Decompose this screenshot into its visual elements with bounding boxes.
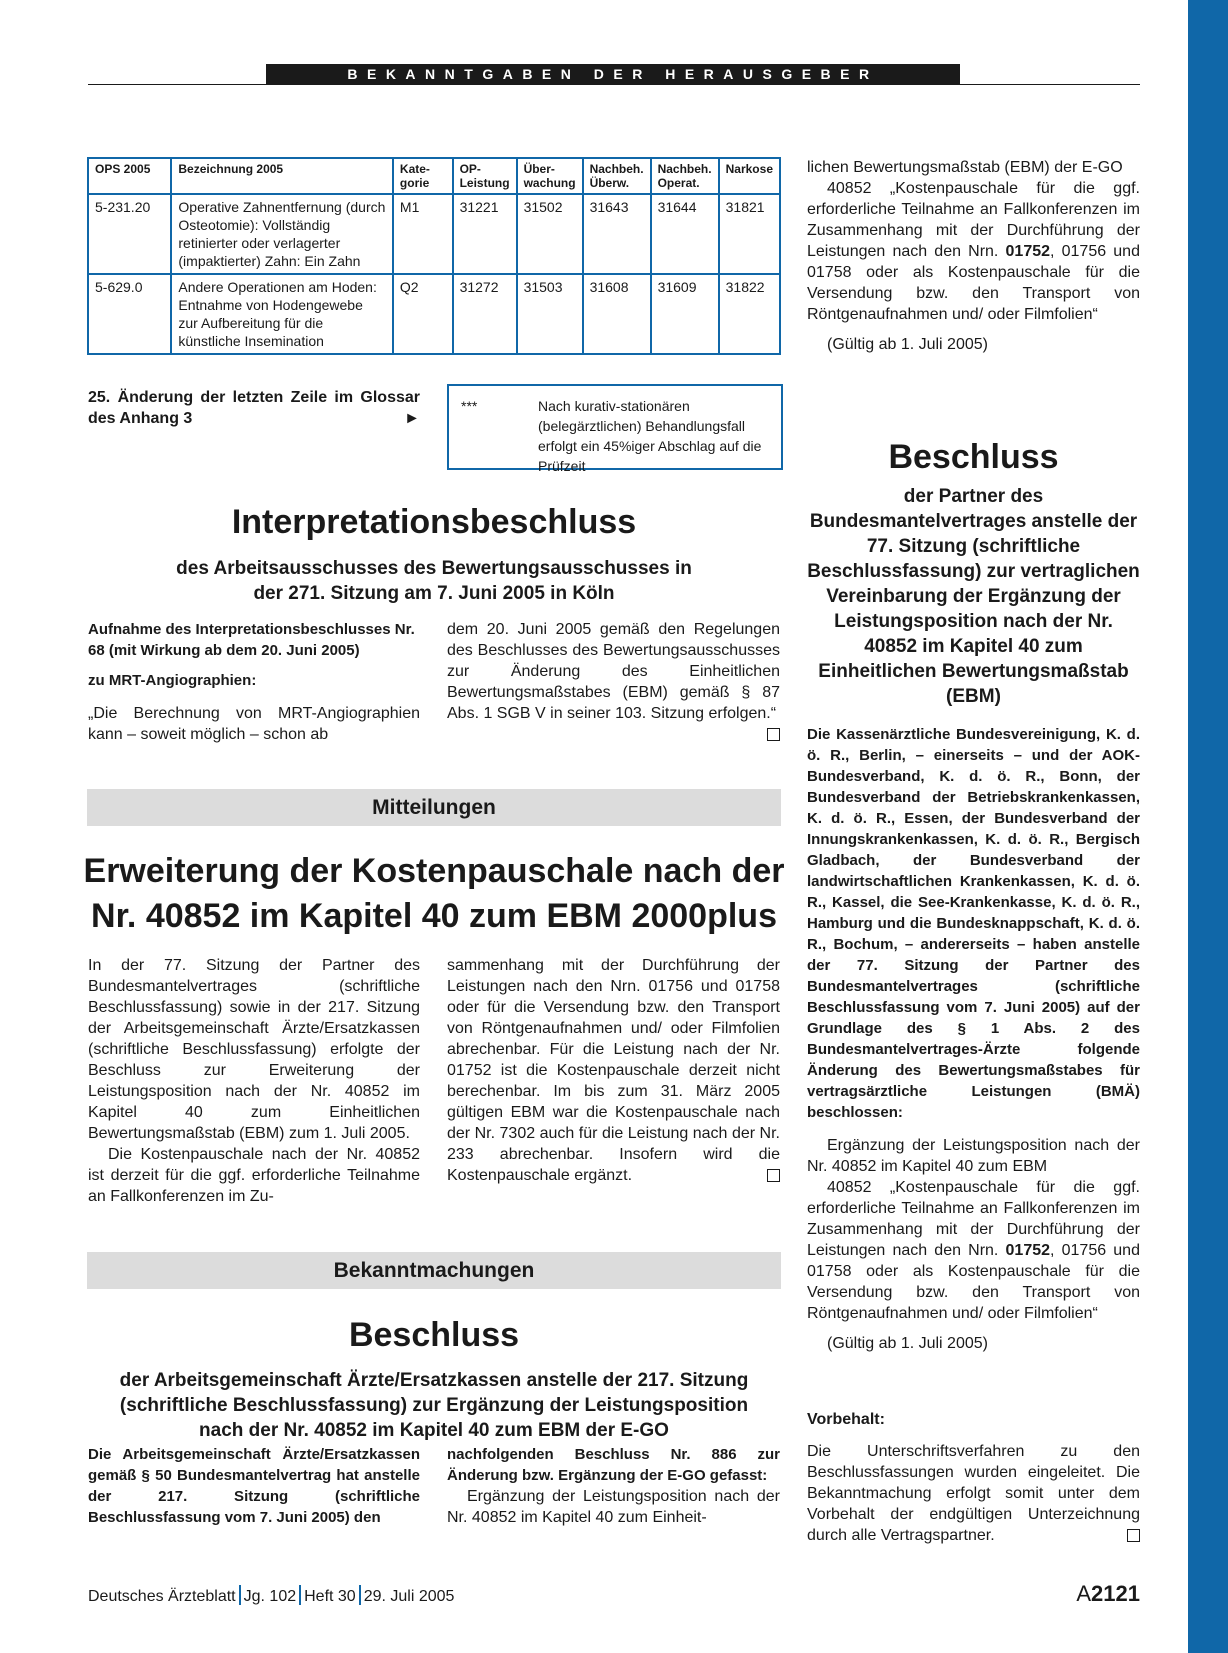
footer-divider (359, 1585, 361, 1605)
table-cell: 31643 (583, 194, 651, 274)
table-cell: 31503 (517, 274, 583, 354)
footer-divider (299, 1585, 301, 1605)
table-row (88, 274, 780, 354)
footer-divider (239, 1585, 241, 1605)
right-40852-text-a-2: 40852 „Kostenpauschale für die ggf. erforderliche Teilnahme an Fallkonferenzen im Zusammenhang mit der Durchführung der Leistungen nach den Nrn. (807, 1179, 1140, 1259)
interp-sub: zu MRT-Angiographien: (88, 672, 257, 689)
footnote-box (447, 384, 783, 474)
mitteilungen-title-line2: Nr. 40852 im Kapitel 40 zum EBM 2000plus (91, 897, 777, 935)
table-header-cell: Nachbeh. Operat. (651, 158, 719, 194)
right-column-lower (807, 1135, 1140, 1354)
vorbehalt-title: Vorbehalt: (807, 1411, 885, 1428)
right-parties: Die Kassenärztliche Bundesvereinigung, K. d. ö. R., Berlin, – einerseits – und der AOK-Bundesverband, K. d. ö. R., Bonn, der Bundesverband der Betriebskrankenkassen, K. d. ö. R., Essen, der Bundesverband der Innungskrankenkassen, K. d. ö. R., Bergisch Gladbach, der Bundesverband der landwirtschaftlichen Krankenkassen, K. d. ö. R., Kassel, die See-Krankenkasse, K. d. ö. R., Hamburg und die Bundesknappschaft, K. d. ö. R., Bochum, – andererseits – haben anstelle der 77. Sitzung der Partner des Bundesmantelvertrages (schriftliche Beschlussfassung vom 7. Juni 2005) auf der Grundlage des § 1 Abs. 2 des Bundesmantelvertrages-Ärzte folgende Änderung des Bewertungsmaßstabes für vertragsärztliche Leistungen (BMÄ) beschlossen: (807, 726, 1140, 1121)
end-mark-icon (767, 728, 780, 741)
end-mark-icon (1127, 1529, 1140, 1542)
bekannt-col2-text: Ergänzung der Leistungsposition nach der Nr. 40852 im Kapitel 40 zum Einheit- (447, 1488, 780, 1526)
interp-title: Interpretationsbeschluss (231, 503, 637, 541)
bekannt-title: Beschluss (348, 1316, 520, 1354)
table-cell: 31502 (517, 194, 583, 274)
right-40852-text-b: , 01756 und 01758 oder als Kostenpauschale für die Versendung bzw. den Transport von Röntgenaufnahmen und/ oder Filmfolien“ (807, 243, 1140, 323)
ops-table (87, 157, 781, 355)
end-mark-icon (767, 1169, 780, 1182)
right-erg: Ergänzung der Leistungsposition nach der Nr. 40852 im Kapitel 40 zum EBM (807, 1137, 1140, 1175)
change-25-text: 25. Änderung der letzten Zeile im Glossar des Anhang 3 (88, 389, 420, 427)
table-header-cell: Bezeichnung 2005 (171, 158, 393, 194)
right-column (807, 157, 1140, 355)
table-cell: Operative Zahnentfernung (durch Osteotomie): Vollständig retinierter oder verlagerter (impaktierter) Zahn: Ein Zahn (171, 194, 393, 274)
bekannt-col2 (447, 1444, 780, 1528)
footer-date: 29. Juli 2005 (363, 1588, 455, 1605)
edge-color-bar (1188, 0, 1228, 1653)
bekannt-subtitle: der Arbeitsgemeinschaft Ärzte/Ersatzkassen anstelle der 217. Sitzung (schriftliche Beschlussfassung) zur Ergänzung der Leistungsposition nach der Nr. 40852 im Kapitel 40 zum EBM der E-GO (119, 1370, 749, 1441)
right-40852-para (807, 178, 1140, 325)
right-gueltig-1: (Gültig ab 1. Juli 2005) (827, 336, 988, 353)
table-cell: 31221 (453, 194, 517, 274)
footer-journal: Deutsches Ärzteblatt (88, 1588, 236, 1605)
footer-issue: Heft 30 (304, 1588, 356, 1605)
page-prefix: A (1076, 1581, 1092, 1606)
right-title: Beschluss (888, 438, 1059, 476)
mitteilungen-para1: In der 77. Sitzung der Partner des Bundesmantelvertrages (schriftliche Beschlussfassung) sowie in der 217. Sitzung der Arbeitsgemeinschaft Ärzte/Ersatzkassen (schriftliche Beschlussfassung) erfolgte der Beschluss zur Erweiterung der Leistungsposition nach der Nr. 40852 im Kapitel 40 zum Einheitlichen Bewertungsmaßstab (EBM) zum 1. Juli 2005. (88, 957, 420, 1142)
table-header-row (88, 158, 780, 194)
table-header-cell: Über-wachung (517, 158, 583, 194)
table-cell: Q2 (393, 274, 453, 354)
mitteilungen-col1 (88, 955, 420, 1207)
right-gueltig-2: (Gültig ab 1. Juli 2005) (827, 1335, 988, 1352)
right-40852-num-2: 01752 (1005, 1242, 1051, 1259)
table-cell: 5-629.0 (88, 274, 171, 354)
vorbehalt-text (807, 1441, 1140, 1546)
interp-col2 (447, 619, 780, 741)
header-rule (88, 84, 1140, 85)
table-cell: Andere Operationen am Hoden: Entnahme von Hodengewebe zur Aufbereitung für die künstliche Insemination (171, 274, 393, 354)
table-cell: 31608 (583, 274, 651, 354)
table-cell: 31822 (719, 274, 780, 354)
table-cell: M1 (393, 194, 453, 274)
mitteilungen-col2-text: sammenhang mit der Durchführung der Leistungen nach den Nrn. 01756 und 01758 oder für die Versendung bzw. den Transport von Röntgenaufnahmen und/ oder Filmfolien abrechenbar. Für die Leistung nach der Nr. 01752 ist die Kostenpauschale derzeit nicht berechenbar. Im bis zum 31. März 2005 gültigen EBM war die Kostenpauschale nach der Nr. 7302 auch für die Leistung nach der Nr. 233 abrechenbar. Insofern wird die Kostenpauschale ergänzt. (447, 957, 780, 1184)
right-40852-text-b-2: , 01756 und 01758 oder als Kostenpauschale für die Versendung bzw. den Transport von Röntgenaufnahmen und/ oder Filmfolien“ (807, 1242, 1140, 1322)
table-cell: 31644 (651, 194, 719, 274)
footer (88, 1581, 1140, 1609)
page-num: 2121 (1091, 1581, 1140, 1606)
mitteilungen-band: Mitteilungen (87, 789, 781, 826)
right-40852-text-a: 40852 „Kostenpauschale für die ggf. erforderliche Teilnahme an Fallkonferenzen im Zusammenhang mit der Durchführung der Leistungen nach den Nrn. (807, 180, 1140, 260)
interp-col1: „Die Berechnung von MRT-Angiographien kann – soweit möglich – schon ab (88, 705, 420, 743)
mitteilungen-para2: Die Kostenpauschale nach der Nr. 40852 ist derzeit für die ggf. erforderliche Teilnahme an Fallkonferenzen im Zu- (88, 1146, 420, 1205)
table-header-cell: Narkose (719, 158, 780, 194)
bekannt-band: Bekanntmachungen (87, 1252, 781, 1289)
change-25-note (88, 387, 420, 429)
arrow-right-icon: ► (404, 410, 420, 427)
interp-col2-text: dem 20. Juni 2005 gemäß den Regelungen des Beschlusses des Bewertungsausschusses zur Änderung des Einheitlichen Bewertungsmaßstabes (EBM) gemäß § 87 Abs. 1 SGB V in seiner 103. Sitzung erfolgen.“ (447, 621, 780, 722)
right-subtitle: der Partner des Bundesmantelvertrages anstelle der 77. Sitzung (schriftliche Beschlussfassung) zur vertraglichen Vereinbarung der Ergänzung der Leistungsposition nach der Nr. 40852 im Kapitel 40 zum Einheitlichen Bewertungsmaßstab (EBM) (807, 486, 1140, 707)
right-40852-num: 01752 (1005, 243, 1051, 260)
bekannt-col1: Die Arbeitsgemeinschaft Ärzte/Ersatzkassen gemäß § 50 Bundesmantelvertrag hat anstelle der 217. Sitzung (schriftliche Beschlussfassung vom 7. Juni 2005) den (88, 1446, 420, 1526)
right-cont1: lichen Bewertungsmaßstab (EBM) der E-GO (807, 159, 1123, 176)
table-cell: 31609 (651, 274, 719, 354)
table-cell: 31821 (719, 194, 780, 274)
footnote-text: Nach kurativ-stationären (belegärztlichen) Behandlungsfall erfolgt ein 45%iger Abschlag auf die Prüfzeit (538, 398, 762, 474)
mitteilungen-title-line1: Erweiterung der Kostenpauschale nach der (83, 852, 785, 890)
right-40852-para-2 (807, 1177, 1140, 1324)
page-number (1076, 1581, 1140, 1607)
table-row (88, 194, 780, 274)
footnote-marker: *** (461, 398, 478, 414)
table-header-cell: OPS 2005 (88, 158, 171, 194)
interp-lead: Aufnahme des Interpretationsbeschlusses Nr. 68 (mit Wirkung ab dem 20. Juni 2005) (88, 621, 415, 659)
interp-subtitle: des Arbeitsausschusses des Bewertungsausschusses in der 271. Sitzung am 7. Juni 2005 in Köln (176, 558, 692, 604)
footer-volume: Jg. 102 (243, 1588, 297, 1605)
table-cell: 5-231.20 (88, 194, 171, 274)
table-header-cell: OP-Leistung (453, 158, 517, 194)
mitteilungen-col2 (447, 955, 780, 1186)
section-header-band: BEKANNTGABEN DER HERAUSGEBER (266, 64, 960, 85)
table-header-cell: Nachbeh. Überw. (583, 158, 651, 194)
table-cell: 31272 (453, 274, 517, 354)
bekannt-col2-bold: nachfolgenden Beschluss Nr. 886 zur Änderung bzw. Ergänzung der E-GO gefasst: (447, 1446, 780, 1484)
vorbehalt-body: Die Unterschriftsverfahren zu den Beschlussfassungen wurden eingeleitet. Die Bekanntmachung erfolgt somit unter dem Vorbehalt der endgültigen Unterzeichnung durch alle Vertragspartner. (807, 1443, 1140, 1544)
table-header-cell: Kate-gorie (393, 158, 453, 194)
